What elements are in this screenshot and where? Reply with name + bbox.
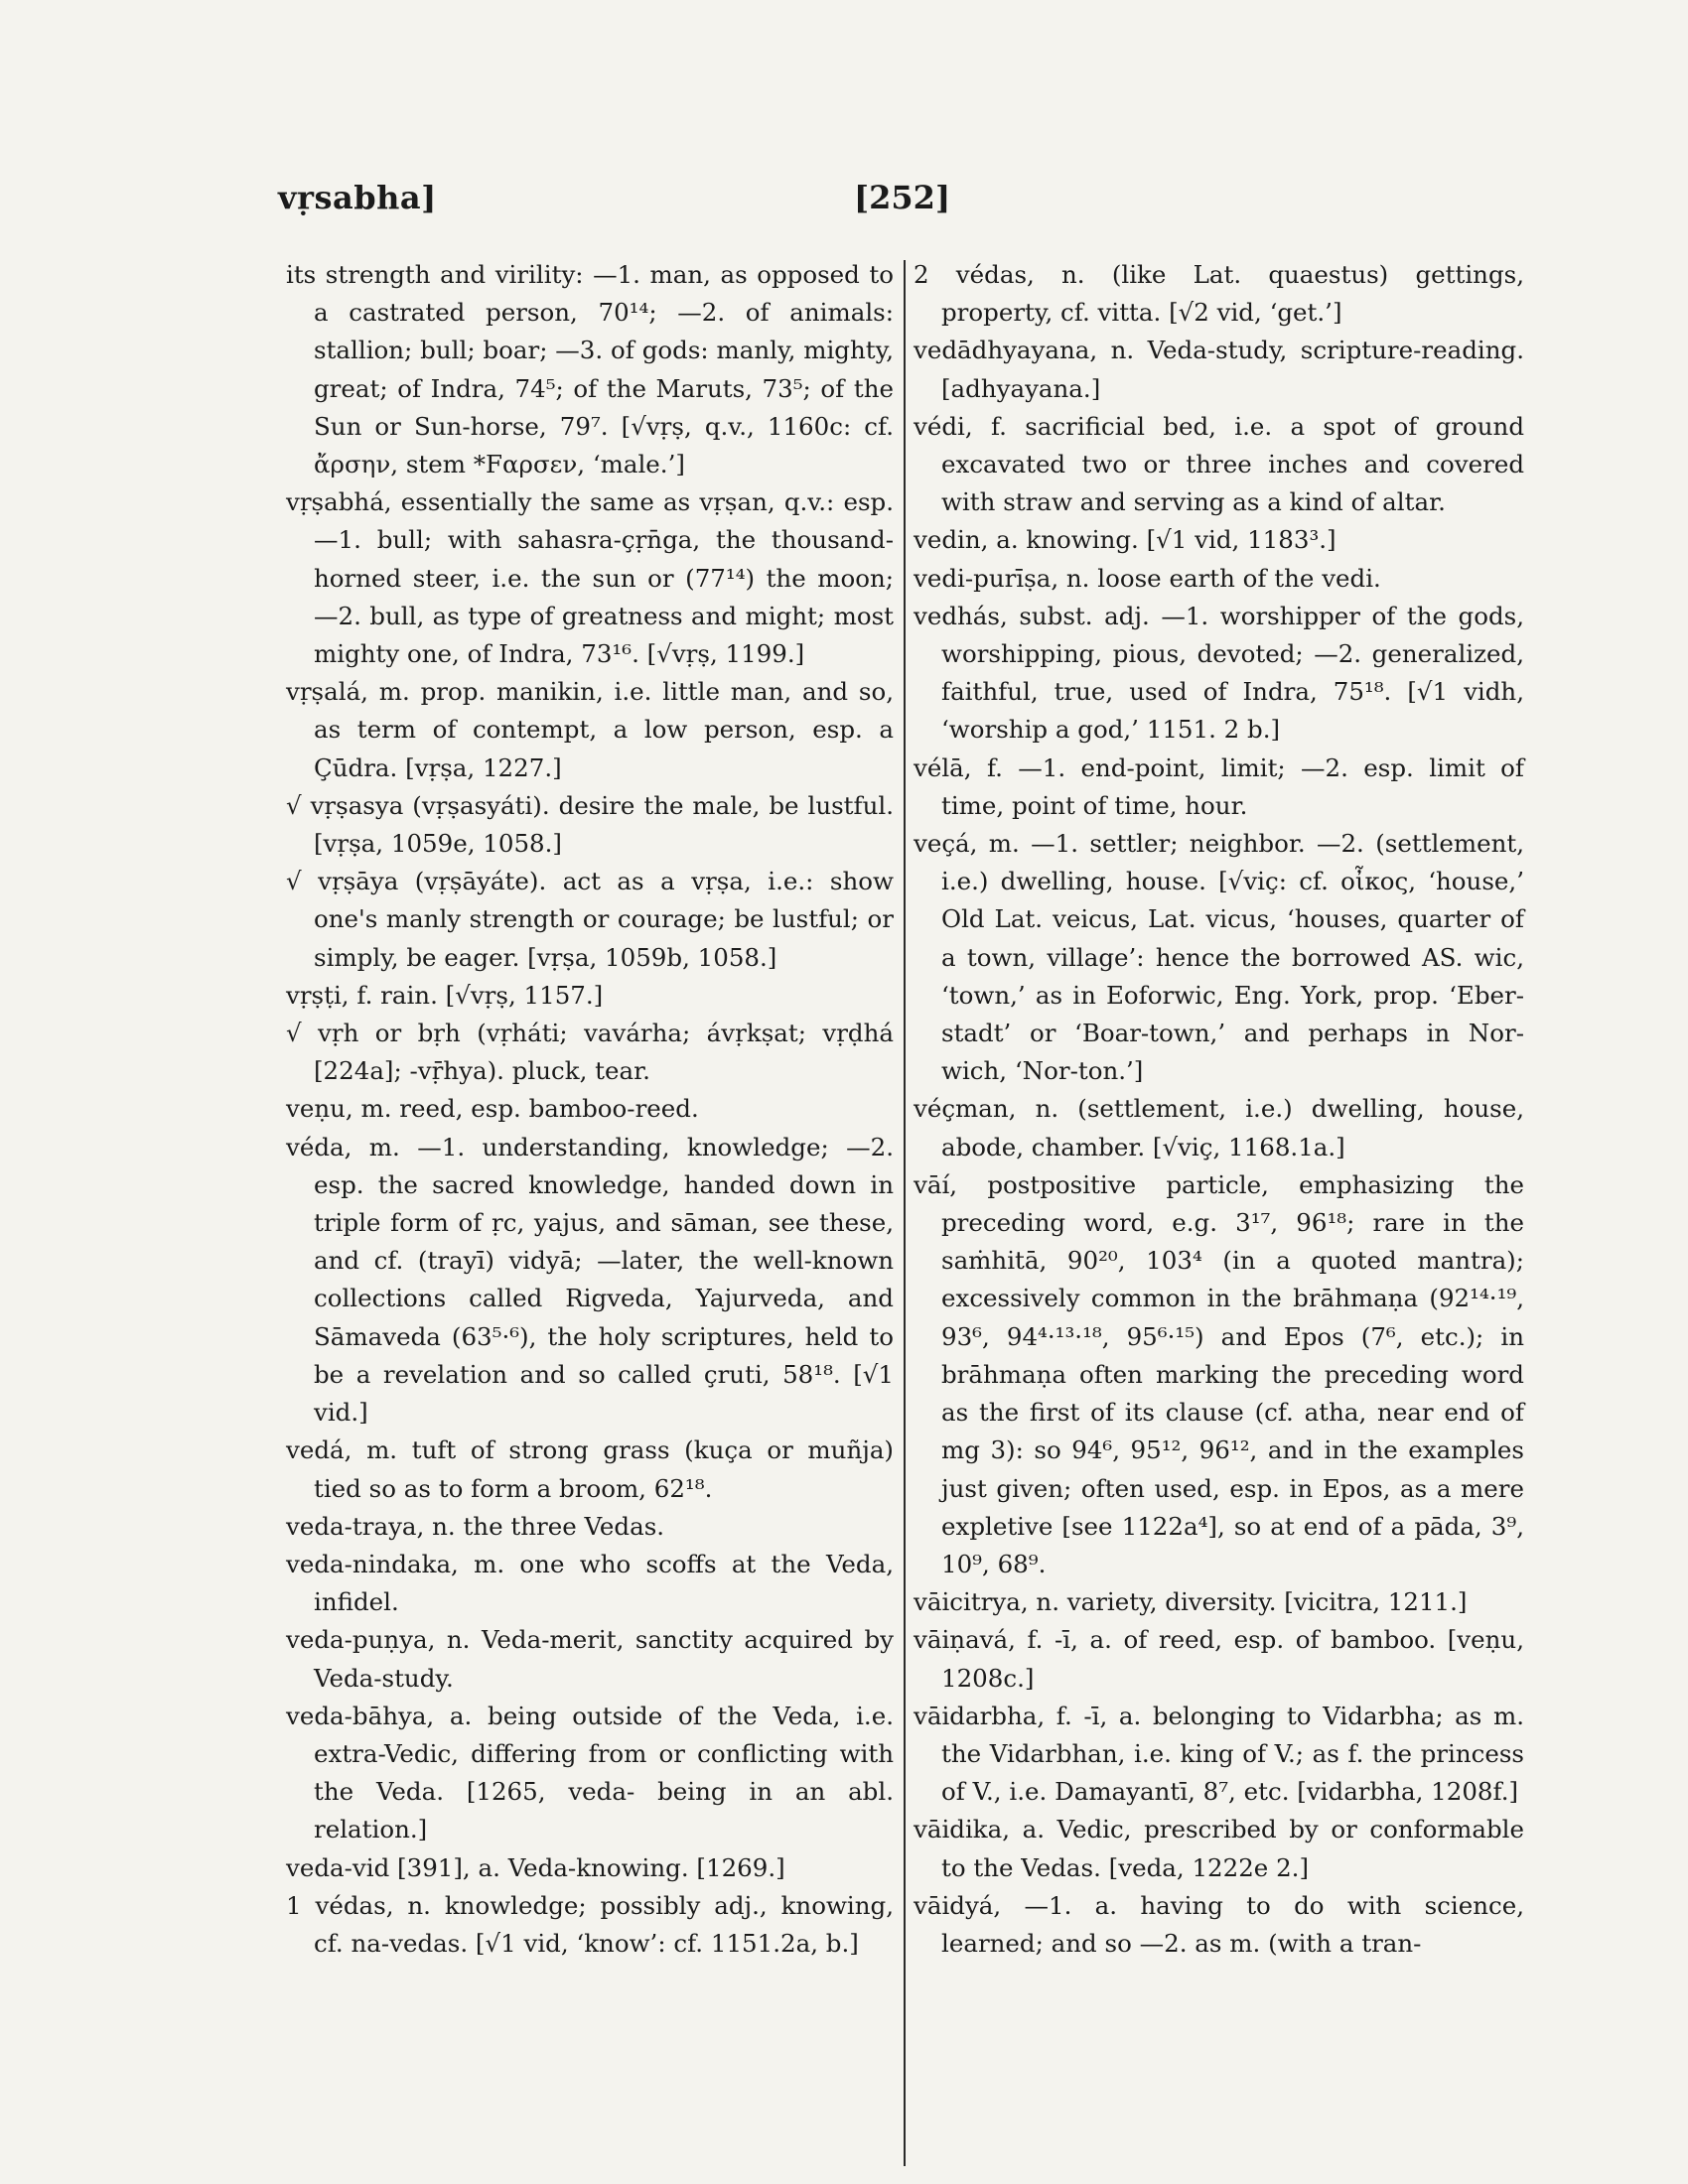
dictionary-entry: vedādhyayana, n. Veda-study, scripture-reading. [adhyayana.] [914,336,1524,403]
dictionary-entry: véda, m. —1. understanding, knowledge; —2. esp. the sacred knowledge, handed down in triple form of ṛc, yajus, and sāman, see these, and cf. (trayī) vidyā; —later, the well-known collections called Rigveda, Yajurveda, and Sāmaveda (63⁵·⁶), the holy scriptures, held to be a revelation and so called çruti, 58¹⁸. [√1 vid.] [286,1132,894,1428]
column-divider [904,260,906,2166]
dictionary-entry: vedá, m. tuft of strong grass (kuça or muñja) tied so as to form a broom, 62¹⁸. [286,1435,894,1503]
dictionary-entry: vāí, postpositive particle, emphasizing the preceding word, e.g. 3¹⁷, 96¹⁸; rare in the saṁhitā, 90²⁰, 103⁴ (in a quoted mantra); excessively common in the brāhmaṇa (92¹⁴·¹⁹, 93⁶, 94⁴·¹³·¹⁸, 95⁶·¹⁵) and Epos (7⁶, etc.); in brāhmaṇa often marking the preceding word as the first of its clause (cf. atha, near end of mg 3): so 94⁶, 95¹², 96¹², and in the examples just given; often used, esp. in Epos, as a mere expletive [see 1122a⁴], so at end of a pāda, 3⁹, 10⁹, 68⁹. [914,1169,1524,1578]
dictionary-entry: veçá, m. —1. settler; neighbor. —2. (settlement, i.e.) dwelling, house. [√viç: cf. οἶκος, ‘house,’ Old Lat. veicus, Lat. vicus, ‘houses, quarter of a town, village’: hence the borrowed AS. wic, ‘town,’ as in Eoforwic, Eng. York, prop. ‘Eber-stadt’ or ‘Boar-town,’ and perhaps in Nor-wich, ‘Nor-ton.’] [914,829,1524,1086]
dictionary-entry: vedi-purīṣa, n. loose earth of the vedi. [914,563,1381,593]
dictionary-entry: vélā, f. —1. end-point, limit; —2. esp. limit of time, point of time, hour. [914,752,1524,820]
dictionary-entry: veda-puṇya, n. Veda-merit, sanctity acquired by Veda-study. [286,1625,894,1693]
dictionary-entry: véçman, n. (settlement, i.e.) dwelling, house, abode, chamber. [√viç, 1168.1a.] [914,1094,1524,1161]
dictionary-entry: vāidyá, —1. a. having to do with science, learned; and so —2. as m. (with a tran- [914,1890,1524,1958]
dictionary-entry: 1 védas, n. knowledge; possibly adj., knowing, cf. na-vedas. [√1 vid, ‘know’: cf. 1151.2a, b.] [286,1890,894,1958]
dictionary-entry: √ vṛh or bṛh (vṛháti; vavárha; ávṛkṣat; vṛḍhá [224a]; -vṝhya). pluck, tear. [286,1019,894,1086]
dictionary-entry: veda-vid [391], a. Veda-knowing. [1269.] [286,1852,785,1882]
dictionary-entry: vṛṣṭi, f. rain. [√vṛṣ, 1157.] [286,980,604,1010]
dictionary-entry: vṛṣalá, m. prop. manikin, i.e. little man, and so, as term of contempt, a low person, esp. a Çūdra. [vṛṣa, 1227.] [286,677,894,782]
dictionary-entry: veda-nindaka, m. one who scoffs at the Veda, infidel. [286,1549,894,1617]
dictionary-entry: vāiṇavá, f. -ī, a. of reed, esp. of bamboo. [veṇu, 1208c.] [914,1625,1524,1693]
dictionary-entry: védi, f. sacrificial bed, i.e. a spot of ground excavated two or three inches and covered with straw and serving as a kind of altar. [914,411,1524,517]
dictionary-entry: vāicitrya, n. variety, diversity. [vicitra, 1211.] [914,1587,1468,1617]
dictionary-entry: vedhás, subst. adj. —1. worshipper of the gods, worshipping, pious, devoted; —2. generalized, faithful, true, used of Indra, 75¹⁸. [√1 vidh, ‘worship a god,’ 1151. 2 b.] [914,601,1524,745]
left-column [286,256,894,1963]
dictionary-entry: 2 védas, n. (like Lat. quaestus) gettings, property, cf. vitta. [√2 vid, ‘get.’] [914,260,1524,328]
dictionary-entry: vāidika, a. Vedic, prescribed by or conformable to the Vedas. [veda, 1222e 2.] [914,1815,1524,1882]
dictionary-entry: vāidarbha, f. -ī, a. belonging to Vidarbha; as m. the Vidarbhan, i.e. king of V.; as f. the princess of V., i.e. Damayantī, 8⁷, etc. [vidarbha, 1208f.] [914,1701,1524,1807]
running-head: vṛsabha] [278,179,437,216]
dictionary-entry: its strength and virility: —1. man, as opposed to a castrated person, 70¹⁴; —2. of animals: stallion; bull; boar; —3. of gods: manly, mighty, great; of Indra, 74⁵; of the Maruts, 73⁵; of the Sun or Sun-horse, 79⁷. [√vṛṣ, q.v., 1160c: cf. ἄρσην, stem *Fαρσεν, ‘male.’] [286,260,894,479]
dictionary-entry: veda-traya, n. the three Vedas. [286,1511,665,1541]
page-number: [252] [854,179,951,216]
right-column [914,256,1524,1963]
dictionary-entry: vṛṣabhá, essentially the same as vṛṣan, q.v.: esp. —1. bull; with sahasra-çṛn̄ga, the thousand-horned steer, i.e. the sun or (77¹⁴) the moon; —2. bull, as type of greatness and might; most mighty one, of Indra, 73¹⁶. [√vṛṣ, 1199.] [286,487,894,669]
dictionary-entry: √ vṛṣāya (vṛṣāyáte). act as a vṛṣa, i.e.: show one's manly strength or courage; be lustful; or simply, be eager. [vṛṣa, 1059b, 1058.] [286,867,894,972]
dictionary-entry: veda-bāhya, a. being outside of the Veda, i.e. extra-Vedic, differing from or conflicting with the Veda. [1265, veda- being in an abl. relation.] [286,1701,894,1844]
dictionary-entry: veṇu, m. reed, esp. bamboo-reed. [286,1094,699,1124]
dictionary-entry: √ vṛṣasya (vṛṣasyáti). desire the male, be lustful. [vṛṣa, 1059e, 1058.] [286,790,894,859]
dictionary-entry: vedin, a. knowing. [√1 vid, 1183³.] [914,525,1336,555]
